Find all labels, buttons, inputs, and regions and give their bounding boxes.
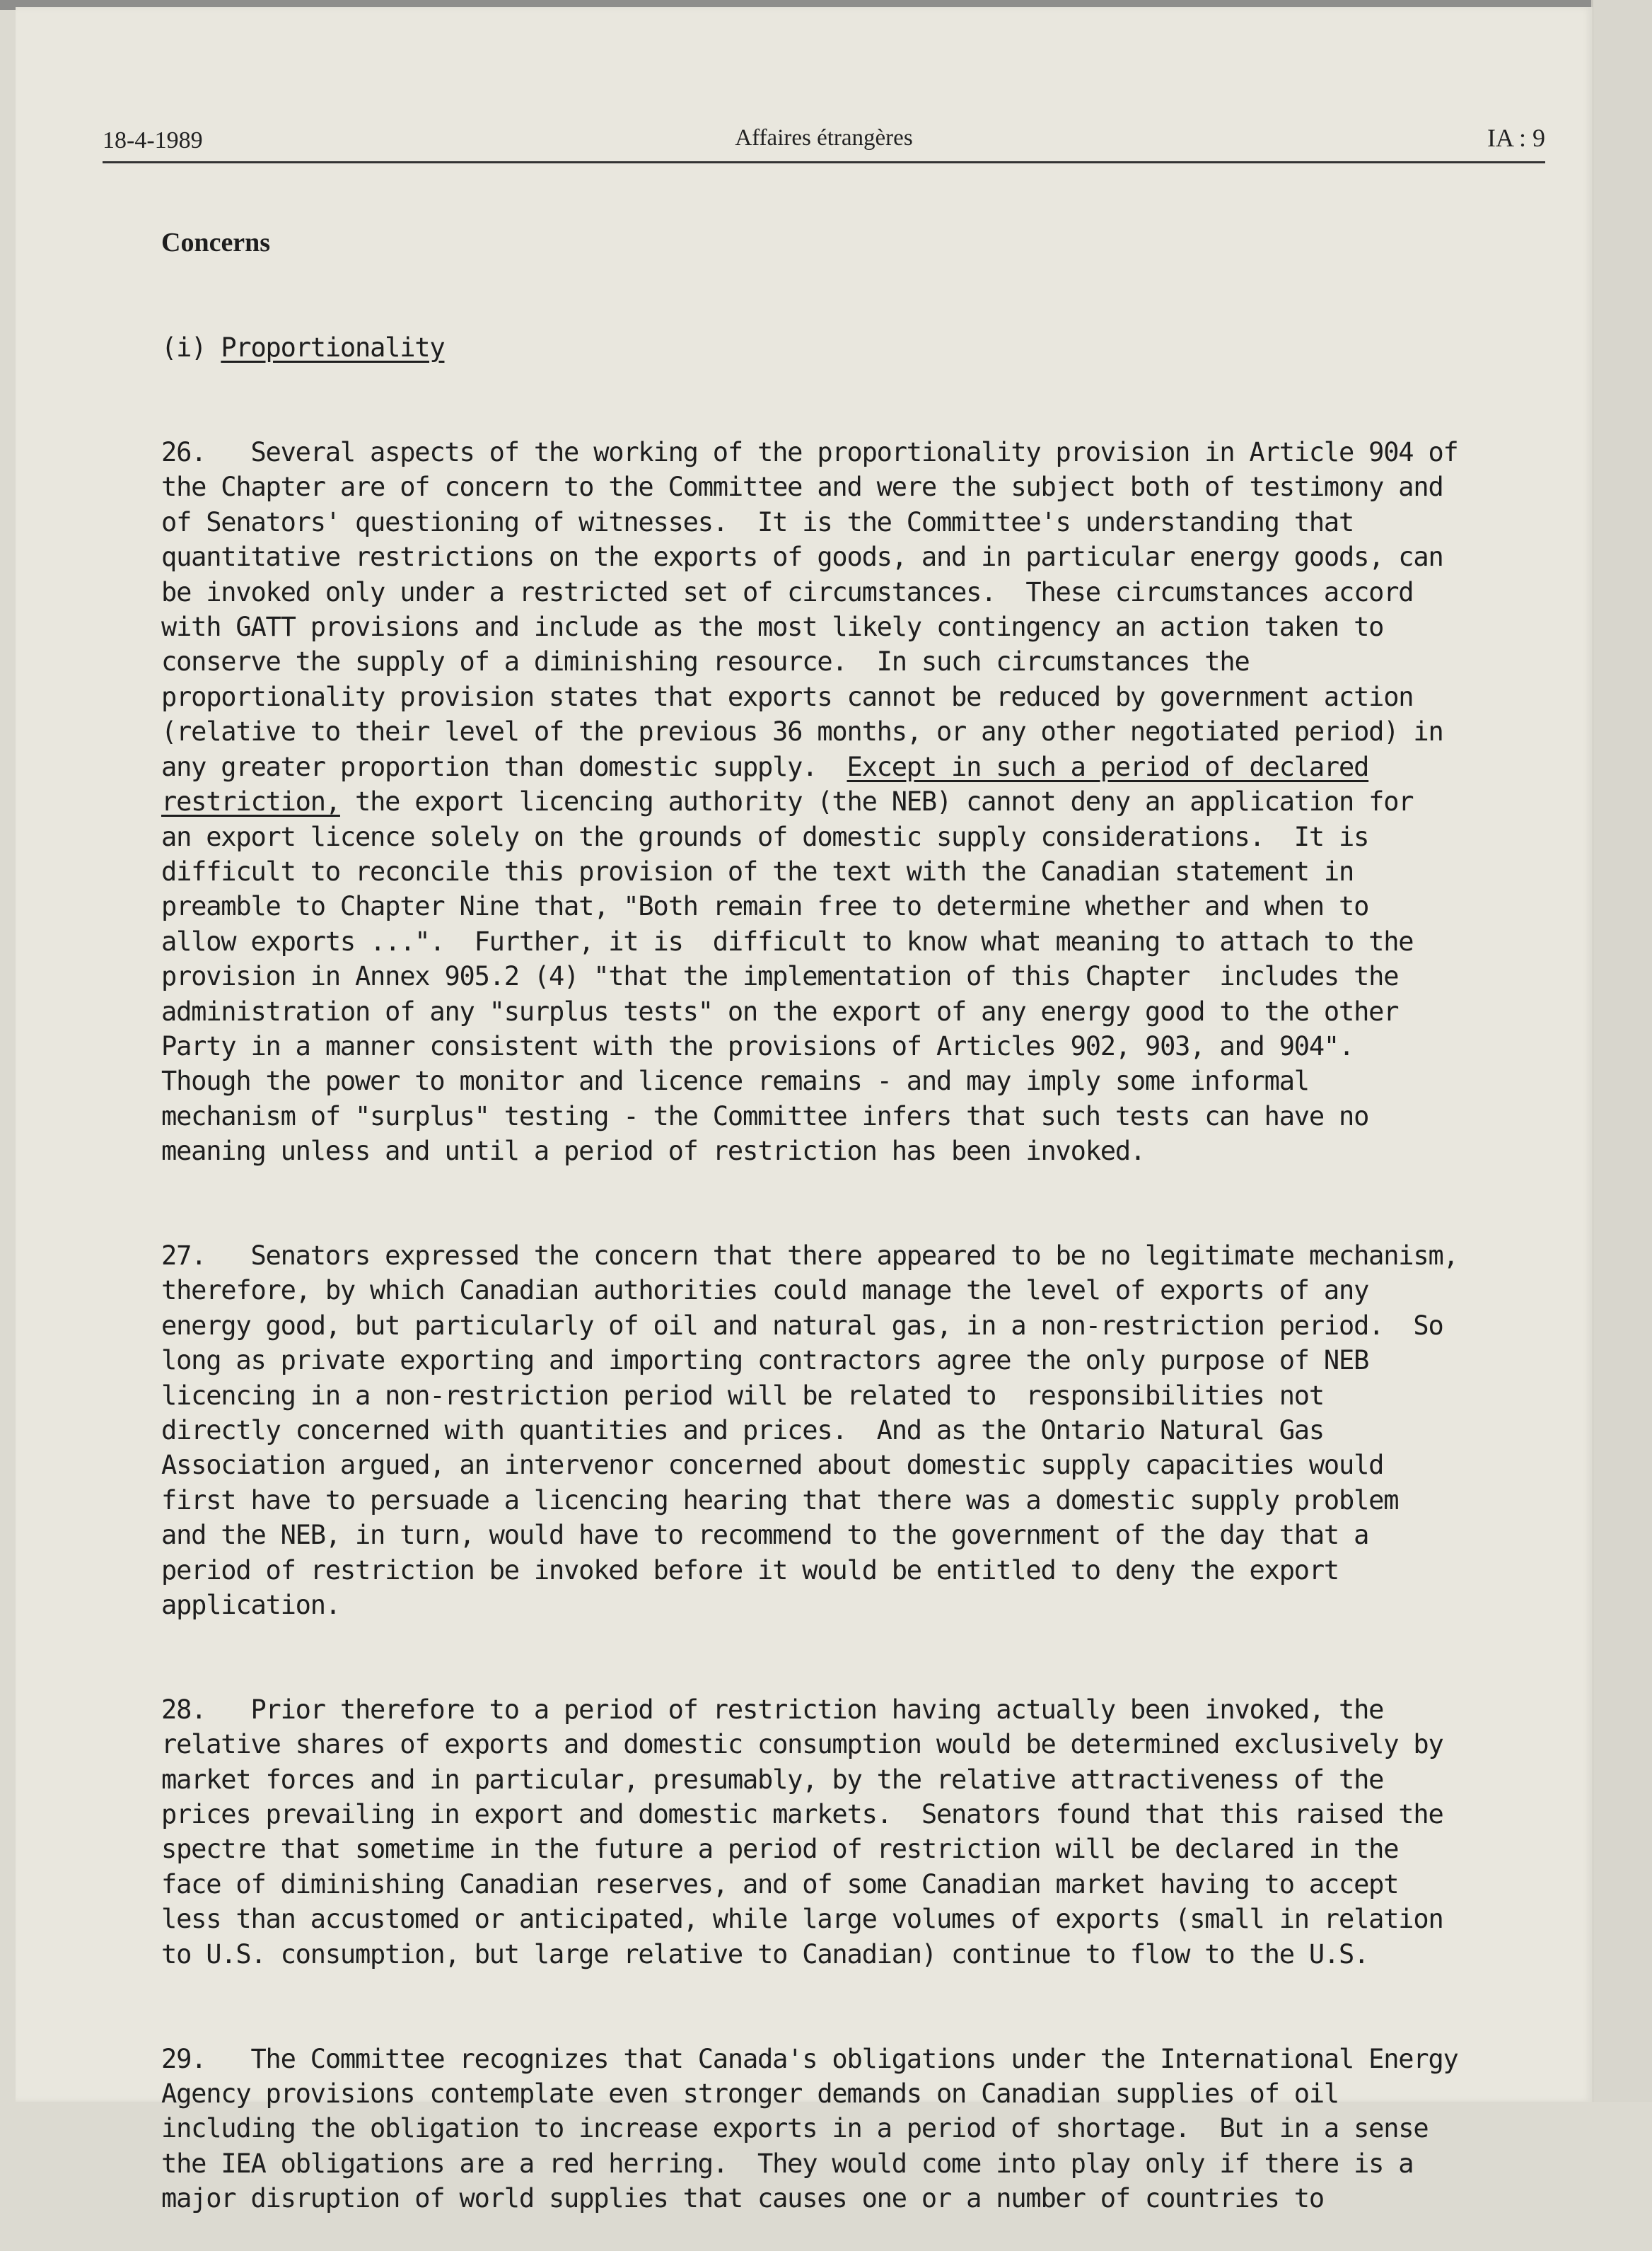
paragraph-27 [161, 1238, 1484, 1622]
p26-line-mixed [161, 750, 1484, 784]
subheading-number: (i) [161, 332, 206, 363]
p26-line: be invoked only under a restricted set of circumstances. These circumstances accord [161, 576, 1414, 607]
p27-line: application. [161, 1590, 340, 1621]
page-header [103, 119, 1545, 163]
p26-line: meaning unless and until a period of restriction has been invoked. [161, 1136, 1146, 1167]
p29-line: 29. The Committee recognizes that Canada's obligations under the International Energy [161, 2043, 1458, 2074]
p26-line: the export licencing authority (the NEB) cannot deny an application for [339, 786, 1414, 818]
p26-underlined-text: Except in such a period of declared [847, 751, 1369, 782]
p29-line: major disruption of world supplies that causes one or a number of countries to [161, 2183, 1324, 2214]
p26-line-mixed [161, 784, 1484, 819]
p27-line: energy good, but particularly of oil and natural gas, in a non-restriction period. So [161, 1310, 1443, 1341]
p26-line: Party in a manner consistent with the provisions of Articles 902, 903, and 904". [161, 1030, 1354, 1061]
p26-line: the Chapter are of concern to the Committee and were the subject both of testimony and [161, 472, 1443, 503]
p26-line: provision in Annex 905.2 (4) "that the implementation of this Chapter includes the [161, 961, 1399, 992]
p27-line: and the NEB, in turn, would have to recommend to the government of the day that a [161, 1520, 1369, 1551]
p26-line: difficult to reconcile this provision of the text with the Canadian statement in [161, 856, 1354, 887]
p26-line: (relative to their level of the previous 36 months, or any other negotiated period) in [161, 716, 1443, 748]
p26-line: mechanism of "surplus" testing - the Committee infers that such tests can have no [161, 1100, 1369, 1132]
paragraph-28 [161, 1692, 1484, 1972]
p26-line: any greater proportion than domestic supply. [161, 751, 847, 782]
p26-line: conserve the supply of a diminishing resource. In such circumstances the [161, 646, 1250, 677]
p29-line: including the obligation to increase exports in a period of shortage. But in a sense [161, 2113, 1429, 2144]
p26-line: with GATT provisions and include as the most likely contingency an action taken to [161, 612, 1384, 643]
p28-line: prices prevailing in export and domestic markets. Senators found that this raised the [161, 1799, 1443, 1830]
paragraph-26 [161, 435, 1484, 1169]
section-heading: Concerns [161, 228, 271, 258]
p28-line: to U.S. consumption, but large relative to Canadian) continue to flow to the U.S. [161, 1938, 1369, 1970]
p26-line: an export licence solely on the grounds of domestic supply considerations. It is [161, 821, 1369, 852]
p28-line: face of diminishing Canadian reserves, and of some Canadian market having to accept [161, 1868, 1399, 1900]
p28-line: less than accustomed or anticipated, while large volumes of exports (small in relation [161, 1904, 1443, 1935]
p26-line: administration of any "surplus tests" on the export of any energy good to the other [161, 996, 1399, 1027]
p28-line: relative shares of exports and domestic consumption would be determined exclusively by [161, 1729, 1443, 1760]
header-page-number: IA : 9 [1487, 124, 1545, 152]
p28-line: market forces and in particular, presumably, by the relative attractiveness of the [161, 1764, 1384, 1795]
p26-underlined-text: restriction, [161, 786, 340, 818]
p27-line: Association argued, an intervenor concerned about domestic supply capacities would [161, 1450, 1384, 1481]
subheading [161, 330, 1484, 365]
p27-line: long as private exporting and importing contractors agree the only purpose of NEB [161, 1345, 1369, 1376]
p27-line: 27. Senators expressed the concern that there appeared to be no legitimate mechanism, [161, 1240, 1458, 1271]
header-date: 18-4-1989 [103, 127, 203, 153]
subheading-title: Proportionality [221, 332, 445, 363]
p27-line: directly concerned with quantities and prices. And as the Ontario Natural Gas [161, 1415, 1324, 1446]
p27-line: first have to persuade a licencing hearing that there was a domestic supply problem [161, 1484, 1399, 1516]
p28-line: 28. Prior therefore to a period of restriction having actually been invoked, the [161, 1694, 1384, 1725]
p26-line: preamble to Chapter Nine that, "Both remain free to determine whether and when to [161, 891, 1369, 922]
p27-line: therefore, by which Canadian authorities could manage the level of exports of any [161, 1275, 1369, 1306]
p26-line: Though the power to monitor and licence remains - and may imply some informal [161, 1066, 1309, 1097]
p29-line: Agency provisions contemplate even stronger demands on Canadian supplies of oil [161, 2078, 1339, 2109]
document-body [161, 191, 1484, 2251]
p26-line: quantitative restrictions on the exports of goods, and in particular energy goods, can [161, 542, 1443, 573]
p28-line: spectre that sometime in the future a period of restriction will be declared in the [161, 1834, 1399, 1865]
p26-line: 26. Several aspects of the working of the proportionality provision in Article 904 of [161, 437, 1458, 468]
p29-line: the IEA obligations are a red herring. They would come into play only if there is a [161, 2148, 1414, 2179]
p26-line: allow exports ...". Further, it is difficult to know what meaning to attach to the [161, 926, 1414, 957]
paragraph-29 [161, 2042, 1484, 2216]
p26-line: of Senators' questioning of witnesses. It is the Committee's understanding that [161, 506, 1354, 537]
p26-line: proportionality provision states that exports cannot be reduced by government action [161, 681, 1414, 712]
p27-line: licencing in a non-restriction period will be related to responsibilities not [161, 1380, 1324, 1411]
scan-right-edge [1591, 0, 1652, 2102]
p27-line: period of restriction be invoked before it would be entitled to deny the export [161, 1554, 1339, 1586]
header-title: Affaires étrangères [735, 125, 913, 151]
